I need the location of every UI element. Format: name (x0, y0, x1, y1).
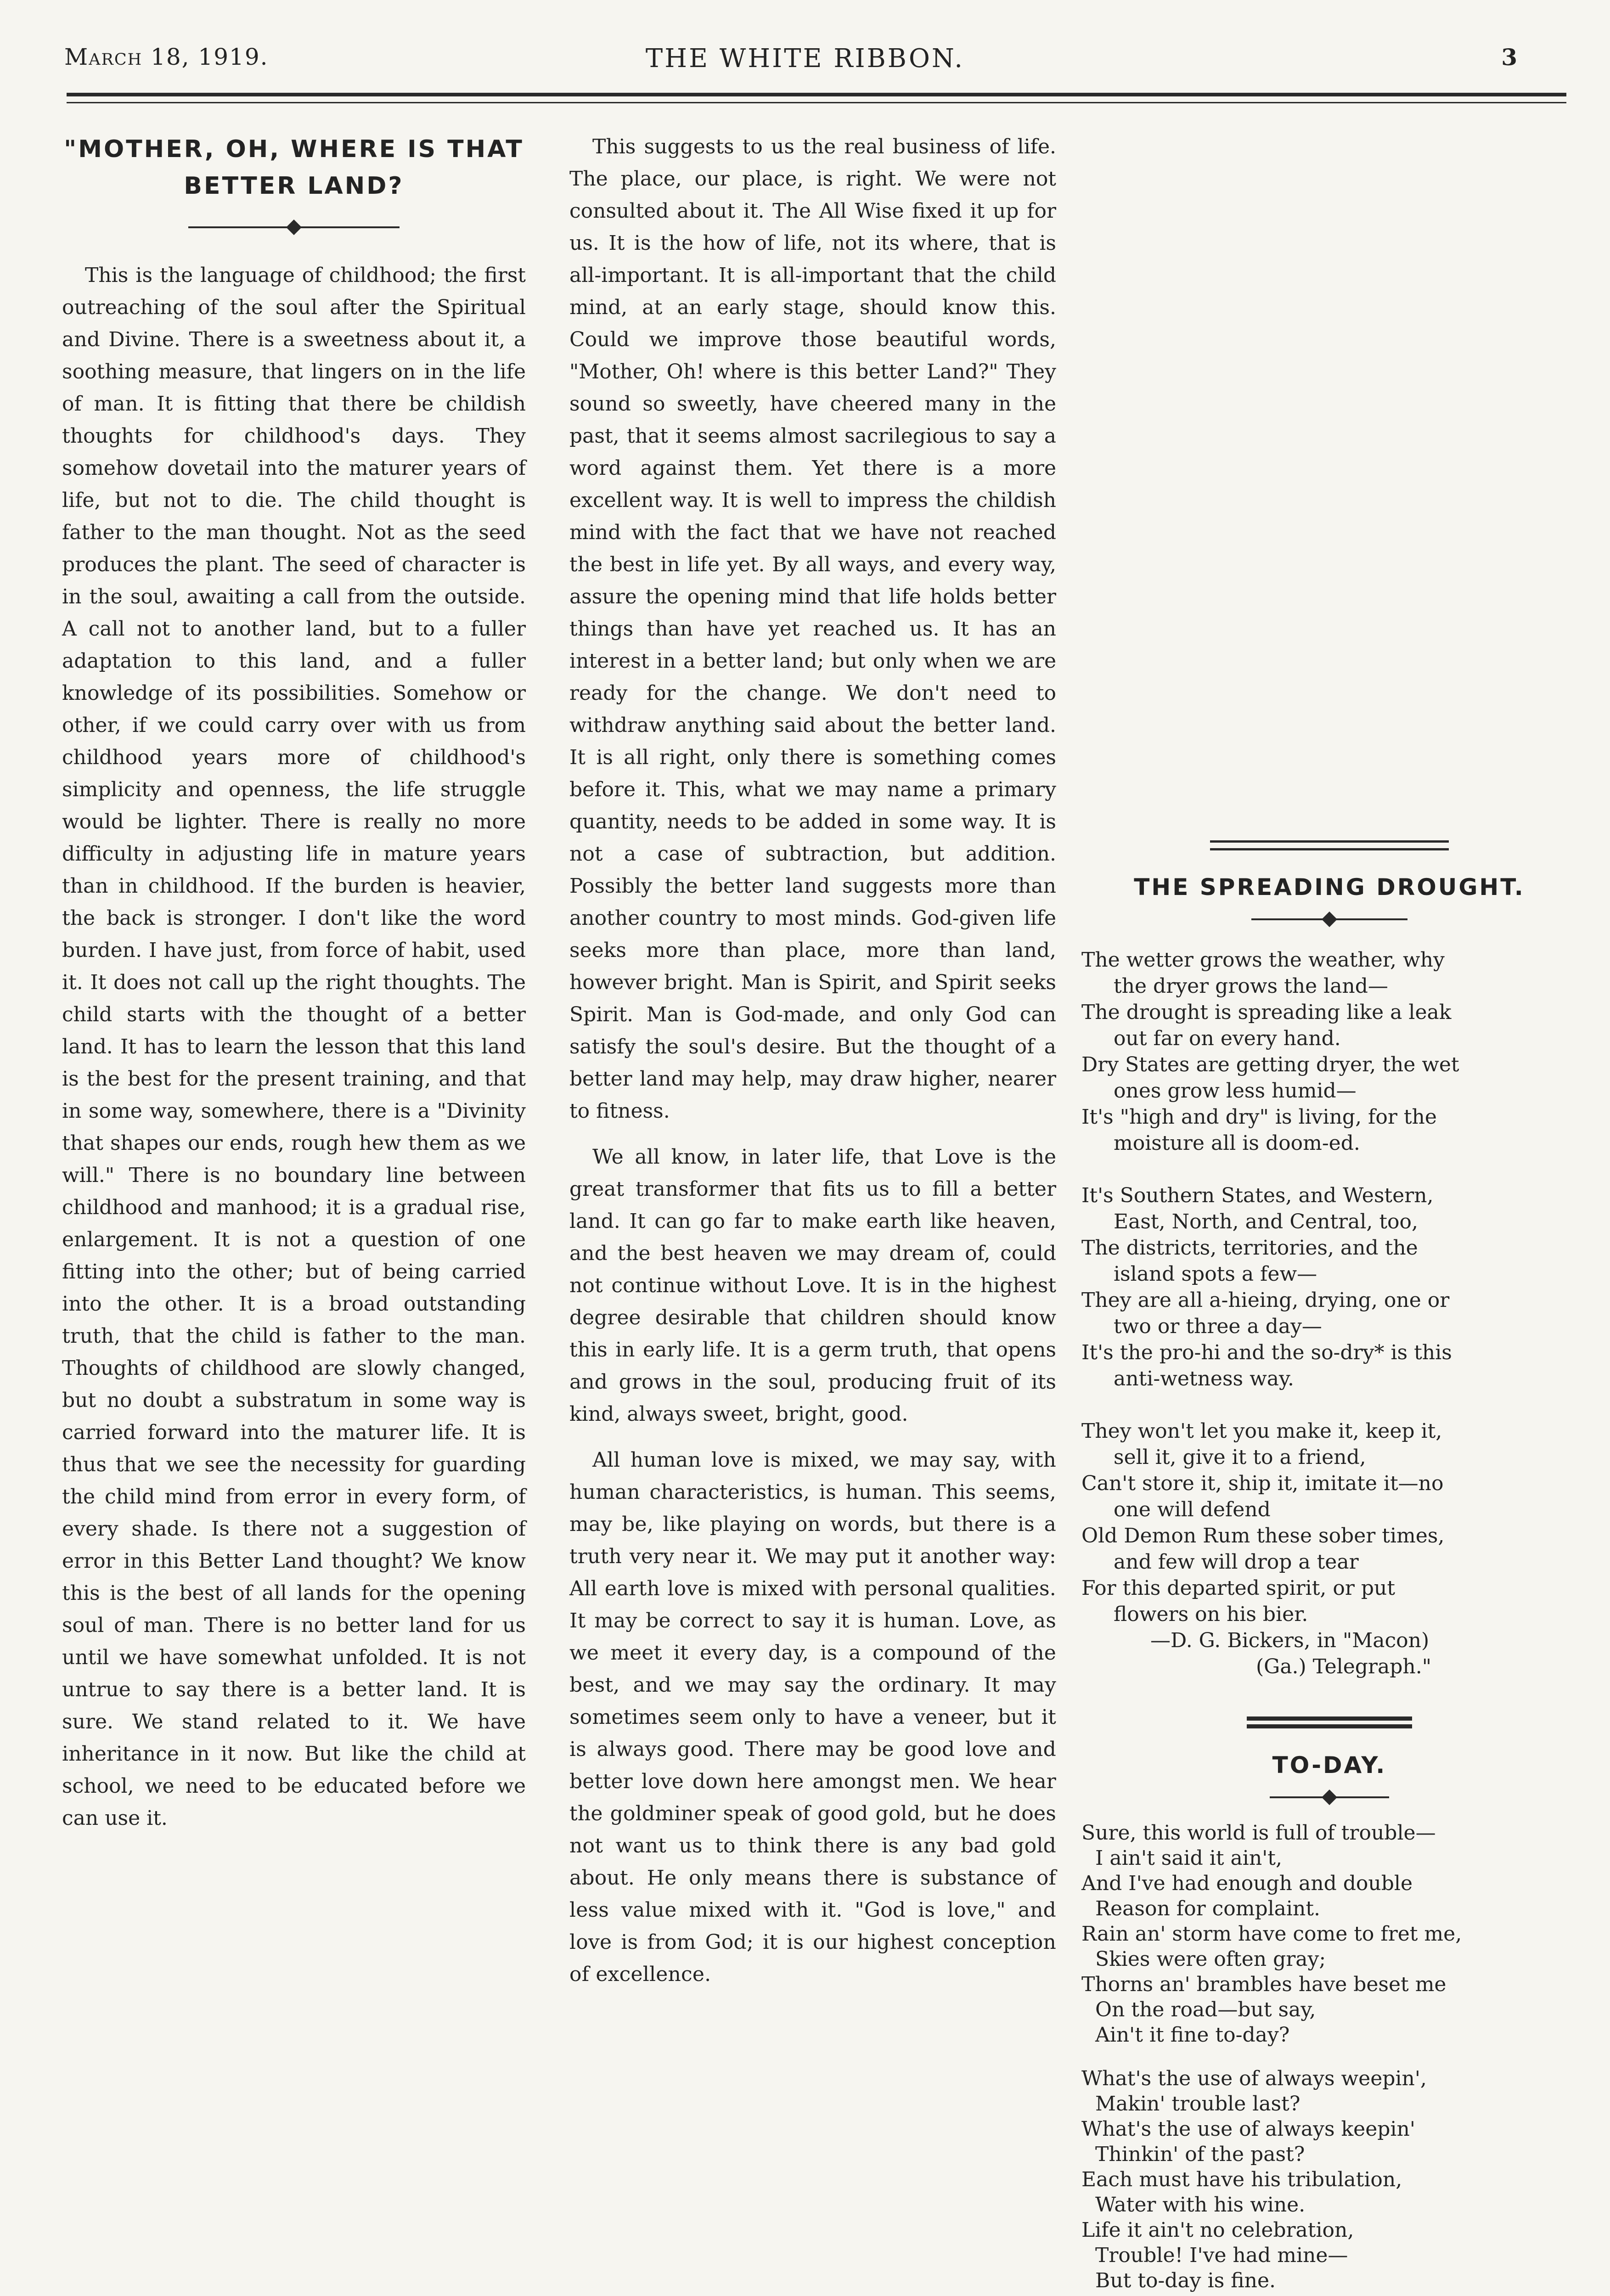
paragraph-gap (569, 1127, 1056, 1141)
verse-line: Sure, this world is full of trouble— (1081, 1821, 1436, 1845)
column-1 (62, 131, 526, 1835)
verse-line: East, North, and Central, too, (1114, 1210, 1419, 1233)
ornament-divider (188, 214, 400, 241)
diamond-ornament-icon (286, 219, 302, 235)
verse-line: They won't let you make it, keep it, (1081, 1419, 1442, 1443)
diamond-ornament-icon (1322, 912, 1337, 927)
section-double-rule (1247, 1716, 1412, 1728)
poem-stanza (1081, 1182, 1577, 1392)
headline-line-1: "MOTHER, OH, WHERE IS THAT (64, 135, 524, 163)
article-paragraph: This suggests to us the real business of life. The place, our place, is right. We were not consulted about it. The All Wise fixed it up for us. It is the how of life, not its where, that is all-important. It is all-important that the child mind, at an early stage, should know this. Could we improve those beautiful words, "Mother, Oh! where is this better Land?" They sound so sweetly, have cheered many in the past, that it seems almost sacrilegious to say a word against them. Yet there is a more excellent way. It is well to impress the childish mind with the fact that we have not reached the best in life yet. By all ways, and every way, assure the opening mind that life holds better things than have yet reached us. It has an interest in a better land; but only when we are ready for the change. We don't need to withdraw anything said about the better land. It is all right, only there is something comes before it. This, what we may name a primary quantity, needs to be added in some way. It is not a case of subtraction, but addition. Possibly the better land suggests more than another country to most minds. God-given life seeks more than place, more than land, however bright. Man is Spirit, and Spirit seeks Spirit. Man is God-made, and only God can satisfy the soul's desire. But the thought of a better land may help, may draw higher, nearer to fitness. (569, 135, 1056, 1123)
article-paragraph: All human love is mixed, we may say, with human characteristics, is human. This seems, may be, like playing on words, but there is a truth very near it. We may put it another way: All earth love is mixed with personal qualities. It may be correct to say it is human. Love, as we meet it every day, is a compound of the best, and we may say the ordinary. It may sometimes seem only to have a veneer, but it is always good. There may be good love and better love down here amongst men. We hear the goldminer speak of good gold, but he does not want us to think there is any bad gold about. He only means there is substance of less value mixed with it. "God is love," and love is from God; it is our highest conception of excellence. (569, 1448, 1056, 1986)
verse-line: ones grow less humid— (1114, 1079, 1357, 1103)
verse-line: flowers on his bier. (1114, 1603, 1308, 1626)
verse-line: Makin' trouble last? (1095, 2092, 1300, 2116)
verse-line: Dry States are getting dryer, the wet (1081, 1053, 1459, 1076)
verse-line: On the road—but say, (1095, 1998, 1316, 2021)
running-head (64, 44, 1546, 76)
verse-line: It's the pro-hi and the so-dry* is this (1081, 1341, 1452, 1364)
paragraph-gap (569, 1430, 1056, 1444)
verse-line: Can't store it, ship it, imitate it—no (1081, 1472, 1444, 1495)
verse-line: But to-day is fine. (1095, 2269, 1276, 2292)
poem-attribution-source: (Ga.) Telegraph." (1256, 1655, 1431, 1678)
diamond-ornament-icon (1322, 1790, 1337, 1805)
verse-line: They are all a-hieing, drying, one or (1081, 1289, 1450, 1312)
verse-line: I ain't said it ain't, (1095, 1846, 1282, 1870)
verse-line: Trouble! I've had mine— (1095, 2244, 1348, 2267)
verse-line: Life it ain't no celebration, (1081, 2218, 1354, 2242)
verse-line: and few will drop a tear (1114, 1550, 1359, 1574)
column-2 (569, 131, 1056, 1991)
verse-line: Old Demon Rum these sober times, (1081, 1524, 1445, 1548)
page-number: 3 (1501, 44, 1518, 71)
section-double-rule (1210, 840, 1449, 850)
verse-line: Thinkin' of the past? (1095, 2143, 1305, 2166)
verse-line: The districts, territories, and the (1081, 1236, 1418, 1260)
issue-date: March 18, 1919. (64, 44, 269, 70)
verse-line: For this departed spirit, or put (1081, 1576, 1396, 1600)
header-rule-thin (67, 102, 1566, 103)
publication-title: THE WHITE RIBBON. (645, 44, 965, 73)
poem-stanza (1081, 947, 1577, 1156)
verse-line: anti-wetness way. (1114, 1367, 1294, 1390)
verse-line: the dryer grows the land— (1114, 974, 1388, 998)
verse-line: one will defend (1114, 1498, 1271, 1521)
header-rule-thick (67, 93, 1566, 96)
verse-line: What's the use of always keepin' (1081, 2117, 1415, 2141)
poem-stanza (1081, 2066, 1577, 2293)
verse-line: Each must have his tribulation, (1081, 2168, 1402, 2191)
column-3 (1081, 840, 1577, 2296)
verse-line: The wetter grows the weather, why (1081, 948, 1445, 972)
verse-line: Reason for complaint. (1095, 1897, 1320, 1920)
poem-headline: TO-DAY. (1272, 1752, 1387, 1778)
verse-line: It's "high and dry" is living, for the (1081, 1105, 1437, 1129)
headline-line-2: BETTER LAND? (184, 172, 404, 200)
poem-headline: THE SPREADING DROUGHT. (1134, 874, 1525, 900)
verse-line: Thorns an' brambles have beset me (1081, 1973, 1447, 1996)
poem-stanza (1081, 1418, 1577, 1680)
verse-line: Water with his wine. (1095, 2193, 1306, 2217)
verse-line: It's Southern States, and Western, (1081, 1184, 1434, 1207)
verse-line: And I've had enough and double (1081, 1872, 1413, 1895)
verse-line: Ain't it fine to-day? (1095, 2023, 1290, 2047)
ornament-divider (1251, 906, 1407, 933)
verse-line: two or three a day— (1114, 1315, 1322, 1338)
poem-stanza (1081, 1820, 1577, 2048)
verse-line: Skies were often gray; (1095, 1947, 1326, 1971)
poem-attribution: —D. G. Bickers, in "Macon) (1150, 1629, 1430, 1652)
verse-line: moisture all is doom-ed. (1114, 1131, 1360, 1155)
ornament-divider (1270, 1784, 1389, 1811)
poem-to-day (1081, 1820, 1577, 2296)
verse-line: Rain an' storm have come to fret me, (1081, 1922, 1462, 1946)
verse-line: island spots a few— (1114, 1262, 1317, 1286)
verse-line: out far on every hand. (1114, 1027, 1341, 1050)
verse-line: What's the use of always weepin', (1081, 2067, 1427, 2090)
verse-line: The drought is spreading like a leak (1081, 1001, 1452, 1024)
article-paragraph: This is the language of childhood; the first outreaching of the soul after the Spiritual and Divine. There is a sweetness about it, a soothing measure, that lingers on in the life of man. It is fitting that there be childish thoughts for childhood's days. They somehow dovetail into the maturer years of life, but not to die. The child thought is father to the man thought. Not as the seed produces the plant. The seed of character is in the soul, awaiting a call from the outside. A call not to another land, but to a fuller adaptation to this land, and a fuller knowledge of its possibilities. Somehow or other, if we could carry over with us from childhood years more of childhood's simplicity and openness, the life struggle would be lighter. There is really no more difficulty in adjusting life in mature years than in childhood. If the burden is heavier, the back is stronger. I don't like the word burden. I have just, from force of habit, used it. It does not call up the right thoughts. The child starts with the thought of a better land. It has to learn the lesson that this land is the best for the present training, and that in some way, somewhere, there is a "Divinity that shapes our ends, rough hew them as we will." There is no boundary line between childhood and manhood; it is a gradual rise, enlargement. It is not a question of one fitting into the other; but of being carried into the other. It is a broad outstanding truth, that the child is father to the man. Thoughts of childhood are slowly changed, but no doubt a substratum in some way is carried forward into the maturer life. It is thus that we see the necessity for guarding the child mind from error in every form, of every shade. Is there not a suggestion of error in this Better Land thought? We know this is the best of all lands for the opening soul of man. There is no better land for us until we have somewhat unfolded. It is not untrue to say there is a better land. It is sure. We stand related to it. We have inheritance in it now. But like the child at school, we need to be educated before we can use it. (62, 264, 526, 1830)
verse-line: sell it, give it to a friend, (1114, 1446, 1366, 1469)
article-headline (62, 131, 526, 204)
article-paragraph: We all know, in later life, that Love is the great transformer that fits us to fill a better land. It can go far to make earth like heaven, and the best heaven we may dream of, could not continue without Love. It is in the highest degree desirable that children should know this in early life. It is a germ truth, that opens and grows in the soul, producing fruit of its kind, always sweet, bright, good. (569, 1145, 1056, 1426)
poem-the-spreading-drought (1081, 947, 1577, 1680)
